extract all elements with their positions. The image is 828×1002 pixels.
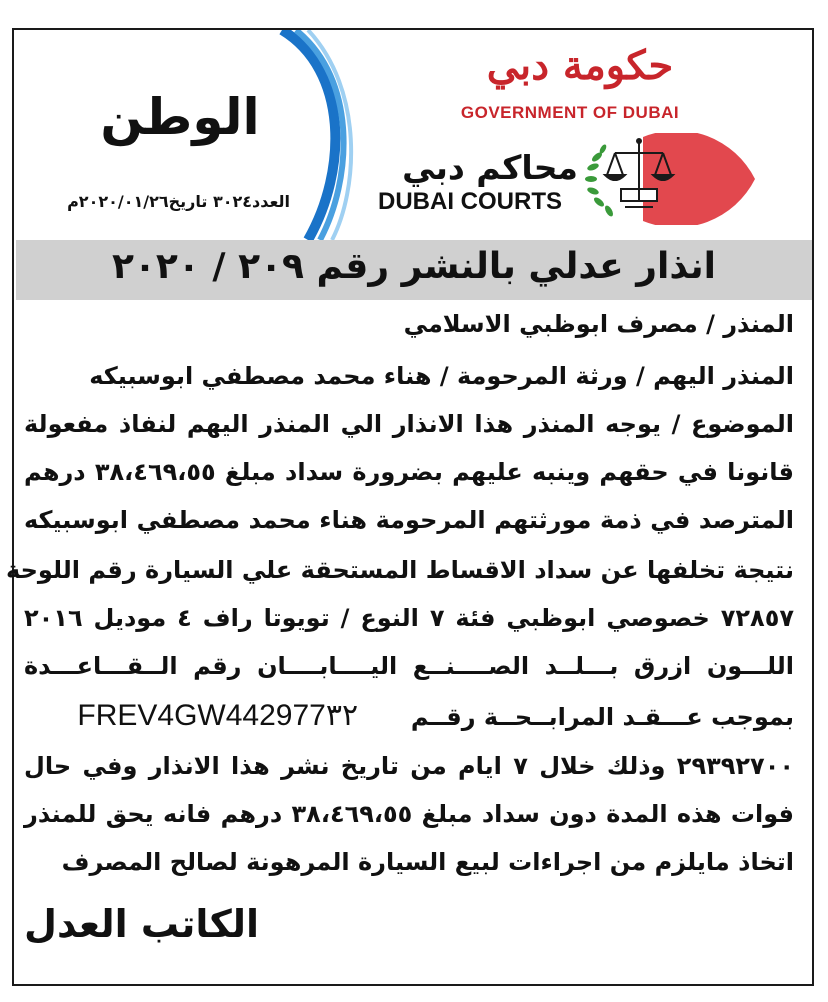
body-line: ٢٩٣٩٢٧٠٠ وذلك خلال ٧ ايام من تاريخ نشر هذا الانذار وفي حال: [24, 752, 794, 780]
notice-title: انذار عدلي بالنشر رقم ٢٠٩ / ٢٠٢٠: [111, 246, 716, 287]
body-line-contract: [24, 698, 794, 733]
body-line: قانونا في حقهم وينبه عليهم بضرورة سداد مبلغ ٣٨،٤٦٩،٥٥ درهم: [24, 458, 794, 486]
body-line: المترصد في ذمة مورثتهم المرحومة هناء محمد مصطفي ابوسبيكه: [24, 506, 794, 534]
blue-swoosh-icon: [278, 30, 358, 240]
body-line: نتيجة تخلفها عن سداد الاقساط المستحقة علي السيارة رقم اللوحة: [6, 556, 794, 584]
body-line-notifier: المنذر / مصرف ابوظبي الاسلامي: [403, 310, 794, 338]
government-logo-arabic: حكومة دبي: [486, 42, 674, 89]
newspaper-name: الوطن: [100, 88, 260, 146]
newspaper-issue-date: العدد٣٠٢٤ تاريخ٢٠٢٠/٠١/٢٦م: [67, 192, 290, 211]
body-line-notified: المنذر اليهم / ورثة المرحومة / هناء محمد مصطفي ابوسبيكه: [89, 362, 794, 390]
contract-reference-code: FREV4GW442977٣٢: [77, 699, 359, 732]
government-logo-english: GOVERNMENT OF DUBAI: [460, 103, 680, 122]
scales-of-justice-icon: [583, 133, 759, 225]
courts-name-english: DUBAI COURTS: [378, 188, 562, 215]
body-line-subject: الموضوع / يوجه المنذر هذا الانذار الي المنذر اليهم لنفاذ مفعولة: [24, 410, 794, 438]
contract-label: بموجب عـــقـد المرابــحــة رقــم: [410, 703, 794, 731]
signature: الكاتب العدل: [24, 902, 260, 946]
body-line: اللـــون ازرق بـــلــد الصــــنــع اليــــابــــان رقم الــقـــاعـــدة: [24, 652, 794, 680]
courts-name-arabic: محاكم دبي: [402, 148, 578, 187]
body-line: اتخاذ مايلزم من اجراءات لبيع السيارة المرهونة لصالح المصرف: [61, 848, 794, 876]
body-line: فوات هذه المدة دون سداد مبلغ ٣٨،٤٦٩،٥٥ درهم فانه يحق للمنذر: [24, 800, 795, 828]
body-line: ٧٢٨٥٧ خصوصي ابوظبي فئة ٧ النوع / تويوتا راف ٤ موديل ٢٠١٦: [24, 604, 794, 632]
